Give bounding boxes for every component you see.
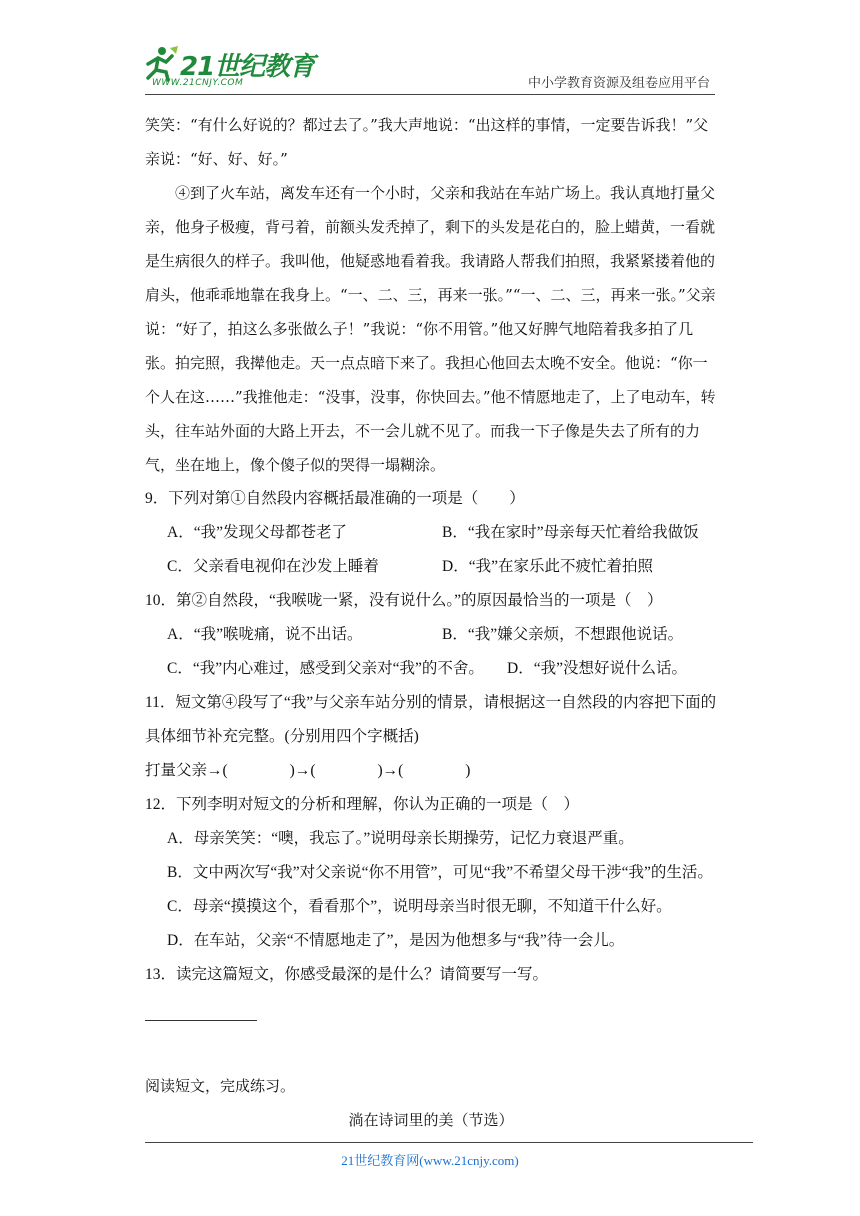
option-a[interactable]: A．“我”发现父母都苍老了 xyxy=(167,524,347,541)
option-row xyxy=(145,652,717,686)
option-row xyxy=(145,516,717,550)
question-10 xyxy=(145,584,717,686)
question-9 xyxy=(145,482,717,584)
option-a[interactable]: A．“我”喉咙痛，说不出话。 xyxy=(167,626,363,643)
option-b[interactable]: B．文中两次写“我”对父亲说“你不用管”，可见“我”不希望父母干涉“我”的生活。 xyxy=(167,864,713,881)
option-d[interactable]: D．在车站，父亲“不情愿地走了”，是因为他想多与“我”待一会儿。 xyxy=(167,932,625,949)
site-logo[interactable] xyxy=(140,42,320,92)
question-stem: 11．短文第④段写了“我”与父亲车站分别的情景，请根据这一自然段的内容把下面的具体细节补充完整。(分别用四个字概括) xyxy=(145,694,717,745)
document-body xyxy=(145,108,717,1137)
question-11 xyxy=(145,686,717,788)
logo-url: WWW.21CNJY.COM xyxy=(152,78,244,88)
question-13 xyxy=(145,958,717,1021)
option-c[interactable]: C．“我”内心难过，感受到父亲对“我”的不舍。 xyxy=(167,660,484,677)
question-stem: 10．第②自然段，“我喉咙一紧，没有说什么。”的原因最恰当的一项是（ ） xyxy=(145,592,663,609)
question-stem: 12．下列李明对短文的分析和理解，你认为正确的一项是（ ） xyxy=(145,796,580,813)
passage-paragraph-4: ④到了火车站，离发车还有一个小时，父亲和我站在车站广场上。我认真地打量父亲，他身子极瘦，背弓着，前额头发秃掉了，剩下的头发是花白的，脸上蜡黄，一看就是生病很久的样子。我叫他，他疑惑地看着我。我请路人帮我们拍照，我紧紧搂着他的肩头，他乖乖地靠在我身上。“一、二、三，再来一张。”“一、二、三，再来一张。”父亲说：“好了，拍这么多张做么子！”我说：“你不用管。”他又好脾气地陪着我多拍了几张。拍完照，我撵他走。天一点点暗下来了。我担心他回去太晚不安全。他说：“你一个人在这……”我推他走：“没事，没事，你快回去。”他不情愿地走了，上了电动车，转头，往车站外面的大路上开去，不一会儿就不见了。而我一下子像是失去了所有的力气，坐在地上，像个傻子似的哭得一塌糊涂。 xyxy=(145,184,716,474)
logo-text: 21世纪教育 xyxy=(180,52,315,82)
option-b[interactable]: B．“我”嫌父亲烦，不想跟他说话。 xyxy=(442,626,684,643)
option-d[interactable]: D．“我”在家乐此不疲忙着拍照 xyxy=(442,558,653,575)
footer-divider xyxy=(145,1142,753,1143)
page-header xyxy=(0,0,860,100)
option-d[interactable]: D．“我”没想好说什么话。 xyxy=(507,660,687,677)
option-c[interactable]: C．母亲“摸摸这个，看看那个”，说明母亲当时很无聊，不知道干什么好。 xyxy=(167,898,672,915)
option-c[interactable]: C．父亲看电视仰在沙发上睡着 xyxy=(167,558,379,575)
option-b[interactable]: B．“我在家时”母亲每天忙着给我做饭 xyxy=(442,524,699,541)
section-instruction: 阅读短文，完成练习。 xyxy=(145,1077,296,1095)
article-title: 淌在诗词里的美（节选） xyxy=(348,1111,514,1129)
question-stem: 9．下列对第①自然段内容概括最准确的一项是（ ） xyxy=(145,490,525,507)
passage-paragraph-3-end: 笑笑：“有什么好说的？都过去了。”我大声地说：“出这样的事情，一定要告诉我！”父亲说：“好、好、好。” xyxy=(145,116,709,168)
spacer xyxy=(145,1021,717,1069)
header-divider xyxy=(145,94,715,95)
option-row xyxy=(145,550,717,584)
question-12 xyxy=(145,788,717,958)
fill-in-blanks[interactable]: 打量父亲→( )→( )→( ) xyxy=(145,762,471,779)
question-stem: 13．读完这篇短文，你感受最深的是什么？请简要写一写。 xyxy=(145,966,549,983)
platform-name: 中小学教育资源及组卷应用平台 xyxy=(527,76,710,91)
option-a[interactable]: A．母亲笑笑：“噢，我忘了。”说明母亲长期操劳，记忆力衰退严重。 xyxy=(167,830,634,847)
footer-link[interactable]: 21世纪教育网(www.21cnjy.com) xyxy=(341,1153,519,1168)
option-row xyxy=(145,618,717,652)
